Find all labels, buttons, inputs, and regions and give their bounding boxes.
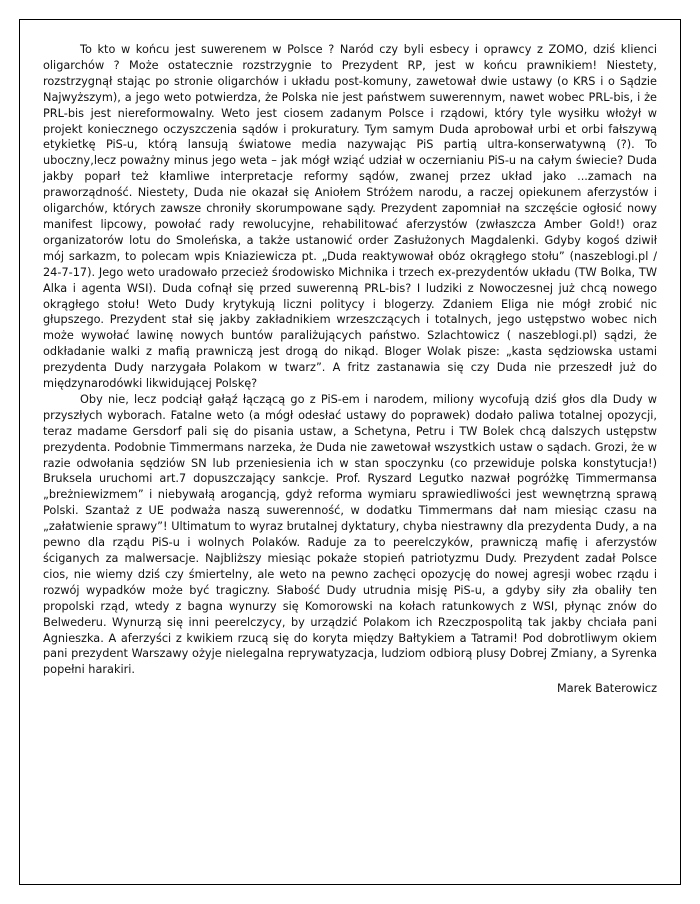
article-body (43, 42, 657, 697)
paragraph-2: Oby nie, lecz podciął gałąź łączącą go z PiS-em i narodem, miliony wycofują dziś głos dla Dudy w przyszłych wyborach. Fatalne weto (a mógł odesłać ustawy do poprawek) dodało paliwa totalnej opozycji, teraz madame Gersdorf pali się do pisania ustaw, a Schetyna, Petru i TW Bolek chcą dalszych ustępstw prezydenta. Podobnie Timmermans narzeka, że Duda nie zawetował wszystkich ustaw o sądach. Grozi, że w razie odwołania sędziów SN lub przeniesienia ich w stan spoczynku (co przewiduje polska konstytucja!) Bruksela uruchomi art.7 dopuszczający sankcje. Prof. Ryszard Legutko nazwał pogróżkę Timmermansa „breżniewizmem” i niebywałą arogancją, gdyż reforma wymiaru sprawiedliwości jest wewnętrzną sprawą Polski. Szantaż z UE podważa naszą suwerenność, w dodatku Timmermans dał nam miesiąc czasu na „załatwienie sprawy”! Ultimatum to wyraz brutalnej dyktatury, chyba niestrawny dla prezydenta Dudy, a na pewno dla rządu PiS-u i wolnych Polaków. Raduje za to peerelczyków, prawniczą mafię i aferzystów ściganych za malwersacje. Najbliższy miesiąc pokaże stopień patriotyzmu Dudy. Prezydent zadał Polsce cios, nie wiemy dziś czy śmiertelny, ale weto na pewno zachęci opozycję do nowej agresji wobec rządu i rozwój wypadków może być tragiczny. Słabość Dudy utrudnia misję PiS-u, a gdyby siły zła obaliły ten propolski rząd, wtedy z bagna wynurzy się Komorowski na kołach ratunkowych z WSI, płynąc znów do Belwederu. Wynurzą się inni peerelczycy, by urządzić Polakom ich Rzeczpospolitą tak jakby chciała pani Agnieszka. A aferzyści z kwikiem rzucą się do koryta między Bałtykiem a Tatrami! Pod dobrotliwym okiem pani prezydent Warszawy ożyje nielegalna reprywatyzacja, ludziom odbiorą plusy Dobrej Zmiany, a Syrenka popełni harakiri. (43, 392, 657, 677)
author-signature: Marek Baterowicz (556, 682, 657, 696)
paragraph-1: To kto w końcu jest suwerenem w Polsce ? Naród czy byli esbecy i oprawcy z ZOMO, dziś klienci oligarchów ? Może ostatecznie rozstrzygnie to Prezydent RP, jest w końcu prawnikiem! Niestety, rozstrzygnął stając po stronie oligarchów i układu post-komuny, zawetował dwie ustawy (o KRS i o Sądzie Najwyższym), a jego weto potwierdza, że Polska nie jest państwem suwerennym, nawet wobec PRL-bis, i że PRL-bis jest niereformowalny. Weto jest ciosem zadanym Polsce i rządowi, który tyle wysiłku włożył w projekt koniecznego oczyszczenia sądów i prokuratury. Tym samym Duda aprobował urbi et orbi fałszywą etykietkę PiS-u, którą lansują światowe media nazywając PiS partią ultra-konserwatywną (?). To uboczny,lecz poważny minus jego weta – jak mógł wziąć udział w oczernianiu PiS-u na całym świecie? Duda jakby poparł też kłamliwe interpretacje reformy sądów, zwanej przez układ jako ...zamach na praworządność. Niestety, Duda nie okazał się Aniołem Stróżem narodu, a raczej opiekunem aferzystów i oligarchów, których zawsze chroniły skorumpowane sądy. Prezydent zapomniał na szczęście ogłosić nowy manifest lipcowy, powołać rady rewolucyjne, rehabilitować aferzystów (zwłaszcza Amber Gold!) oraz organizatorów lotu do Smoleńska, a także ustanowić order Zasłużonych Magdalenki. Gdyby kogoś dziwił mój sarkazm, to polecam wpis Kniaziewicza pt. „Duda reaktywował obóz okrągłego stołu” (naszeblogi.pl / 24-7-17). Jego weto uradowało przecież środowisko Michnika i trzech ex-prezydentów układu (TW Bolka, TW Alka i agenta WSI). Duda cofnął się przed suwerenną PRL-bis? I ludziki z Nowoczesnej już chcą nowego okrągłego stołu! Weto Dudy krytykują liczni politycy i blogerzy. Zdaniem Eliga nie mógł zrobić nic głupszego. Prezydent stał się jakby zakładnikiem wrzeszczących i totalnych, jego ustępstwo wobec nich może wywołać lawinę nowych buntów paraliżujących państwo. Szlachtowicz ( naszeblogi.pl) sądzi, że odkładanie walki z mafią prawniczą jest drogą do nikąd. Bloger Wolak pisze: „kasta sędziowska ustami prezydenta Dudy narzygała Polakom w twarz”. A fritz zastanawia się czy Duda nie przeszedł już do międzynarodówki likwidującej Polskę? (43, 43, 657, 391)
document-page (19, 19, 681, 885)
